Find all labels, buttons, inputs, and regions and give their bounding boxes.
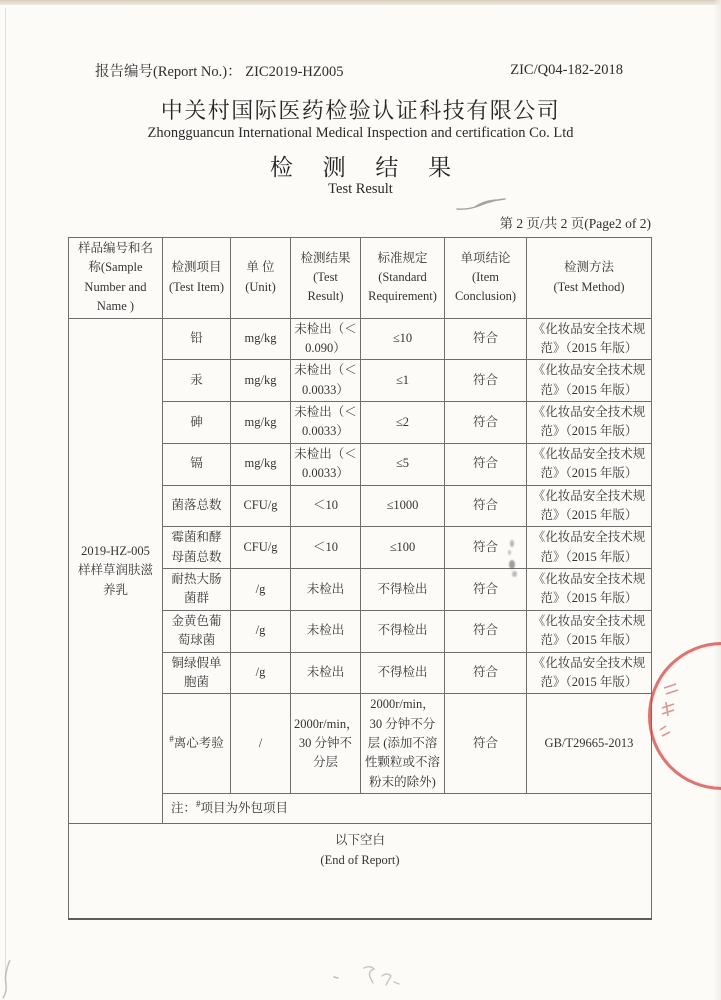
cell-method: 《化妆品安全技术规范》（2015 年版）: [527, 318, 652, 360]
table-row-lead: [69, 318, 652, 360]
column-header-standard: 标准规定 (Standard Requirement): [361, 238, 445, 319]
cell-conclusion: 符合: [445, 485, 527, 527]
document-code: ZIC/Q04-182-2018: [510, 62, 623, 78]
cell-standard: ≤1000: [361, 485, 445, 527]
cell-unit: /g: [231, 652, 291, 694]
cell-result: 2000r/min，30 分钟不分层: [291, 694, 361, 794]
cell-result: 未检出（＜0.0033）: [291, 443, 361, 485]
cell-result: 未检出（＜0.0033）: [291, 360, 361, 402]
scan-edge-top: [0, 0, 721, 5]
table-header-row: [69, 238, 652, 319]
cell-method: 《化妆品安全技术规范》（2015 年版）: [527, 485, 652, 527]
cell-result: 未检出（＜0.090）: [291, 318, 361, 360]
cell-item: 霉菌和酵母菌总数: [163, 527, 231, 569]
column-header-sample: 样品编号和名称(Sample Number and Name ): [69, 238, 163, 319]
report-number-label: 报告编号(Report No.)：: [95, 64, 242, 80]
sample-id-cell: [69, 318, 163, 824]
end-of-report-en: (End of Report): [320, 852, 400, 867]
cell-conclusion: 符合: [445, 360, 527, 402]
cell-standard: 2000r/min，30 分钟不分层 (添加不溶性颗粒或不溶粉末的除外): [361, 694, 445, 794]
column-header-unit: 单 位 (Unit): [231, 238, 291, 319]
sample-number: 2019-HZ-005: [81, 543, 150, 558]
cell-conclusion: 符合: [445, 694, 527, 794]
cell-unit: mg/kg: [231, 360, 291, 402]
cell-method: 《化妆品安全技术规范》（2015 年版）: [527, 443, 652, 485]
cell-conclusion: 符合: [445, 318, 527, 360]
table-row-end: [69, 824, 652, 919]
cell-result: 未检出: [291, 652, 361, 694]
cell-method: 《化妆品安全技术规范》（2015 年版）: [527, 402, 652, 444]
company-name-cn: 中关村国际医药检验认证科技有限公司: [160, 98, 561, 123]
column-header-conclusion: 单项结论 (Item Conclusion): [445, 238, 527, 319]
cell-result: 未检出（＜0.0033）: [291, 402, 361, 444]
page-title-cn: 检 测 结 果: [269, 155, 464, 180]
pencil-mark-left-edge: [0, 958, 14, 1000]
pen-mark: [455, 196, 507, 219]
cell-standard: 不得检出: [361, 610, 445, 652]
cell-method: 《化妆品安全技术规范》（2015 年版）: [527, 569, 652, 611]
page-indicator: 第 2 页/共 2 页(Page2 of 2): [499, 216, 651, 231]
cell-unit: mg/kg: [231, 443, 291, 485]
cell-result: ＜10: [291, 527, 361, 569]
end-of-report-cn: 以下空白: [334, 833, 385, 848]
cell-unit: mg/kg: [231, 318, 291, 360]
cell-standard: ≤10: [361, 318, 445, 360]
cell-item: 耐热大肠菌群: [163, 569, 231, 611]
column-header-method: 检测方法 (Test Method): [527, 238, 652, 319]
results-table: [68, 237, 652, 920]
cell-item: 镉: [163, 443, 231, 485]
cell-item: 砷: [163, 402, 231, 444]
outsourced-marker: #: [196, 798, 201, 809]
cell-conclusion: 符合: [445, 527, 527, 569]
column-header-test-item: 检测项目 (Test Item): [163, 238, 231, 319]
cell-result: 未检出: [291, 569, 361, 611]
cell-conclusion: 符合: [445, 610, 527, 652]
report-number-value: ZIC2019-HZ005: [245, 64, 344, 80]
cell-method: 《化妆品安全技术规范》（2015 年版）: [527, 527, 652, 569]
cell-unit: mg/kg: [231, 402, 291, 444]
end-of-report-cell: [69, 824, 652, 919]
cell-method: GB/T29665-2013: [527, 694, 652, 794]
cell-item: 铅: [163, 318, 231, 360]
red-seal-text-fragment: [656, 682, 686, 742]
outsourced-marker: #: [169, 733, 174, 744]
sample-name: 样样草润肤滋养乳: [77, 563, 153, 597]
cell-method: 《化妆品安全技术规范》（2015 年版）: [527, 360, 652, 402]
cell-standard: 不得检出: [361, 652, 445, 694]
cell-method: 《化妆品安全技术规范》（2015 年版）: [527, 652, 652, 694]
cell-method: 《化妆品安全技术规范》（2015 年版）: [527, 610, 652, 652]
cell-standard: ≤100: [361, 527, 445, 569]
cell-conclusion: 符合: [445, 402, 527, 444]
cell-conclusion: 符合: [445, 652, 527, 694]
cell-unit: CFU/g: [231, 527, 291, 569]
note-cell: 注：#项目为外包项目: [163, 794, 652, 824]
cell-item: 汞: [163, 360, 231, 402]
cell-conclusion: 符合: [445, 443, 527, 485]
cell-standard: ≤5: [361, 443, 445, 485]
cell-item: 铜绿假单胞菌: [163, 652, 231, 694]
cell-unit: CFU/g: [231, 485, 291, 527]
cell-unit: /g: [231, 569, 291, 611]
cell-unit: /: [231, 694, 291, 794]
cell-result: ＜10: [291, 485, 361, 527]
company-name-en: Zhongguancun International Medical Inspection and certification Co. Ltd: [147, 125, 574, 141]
page-title-en: Test Result: [328, 181, 393, 197]
pencil-marks-bottom: [320, 950, 430, 1000]
ink-smudge: [504, 538, 520, 584]
cell-conclusion: 符合: [445, 569, 527, 611]
cell-standard: 不得检出: [361, 569, 445, 611]
cell-item: #离心考验: [163, 694, 231, 794]
cell-standard: ≤1: [361, 360, 445, 402]
column-header-test-result: 检测结果 (Test Result): [291, 238, 361, 319]
cell-item: 菌落总数: [163, 485, 231, 527]
cell-result: 未检出: [291, 610, 361, 652]
cell-item: 金黄色葡萄球菌: [163, 610, 231, 652]
cell-unit: /g: [231, 610, 291, 652]
cell-standard: ≤2: [361, 402, 445, 444]
